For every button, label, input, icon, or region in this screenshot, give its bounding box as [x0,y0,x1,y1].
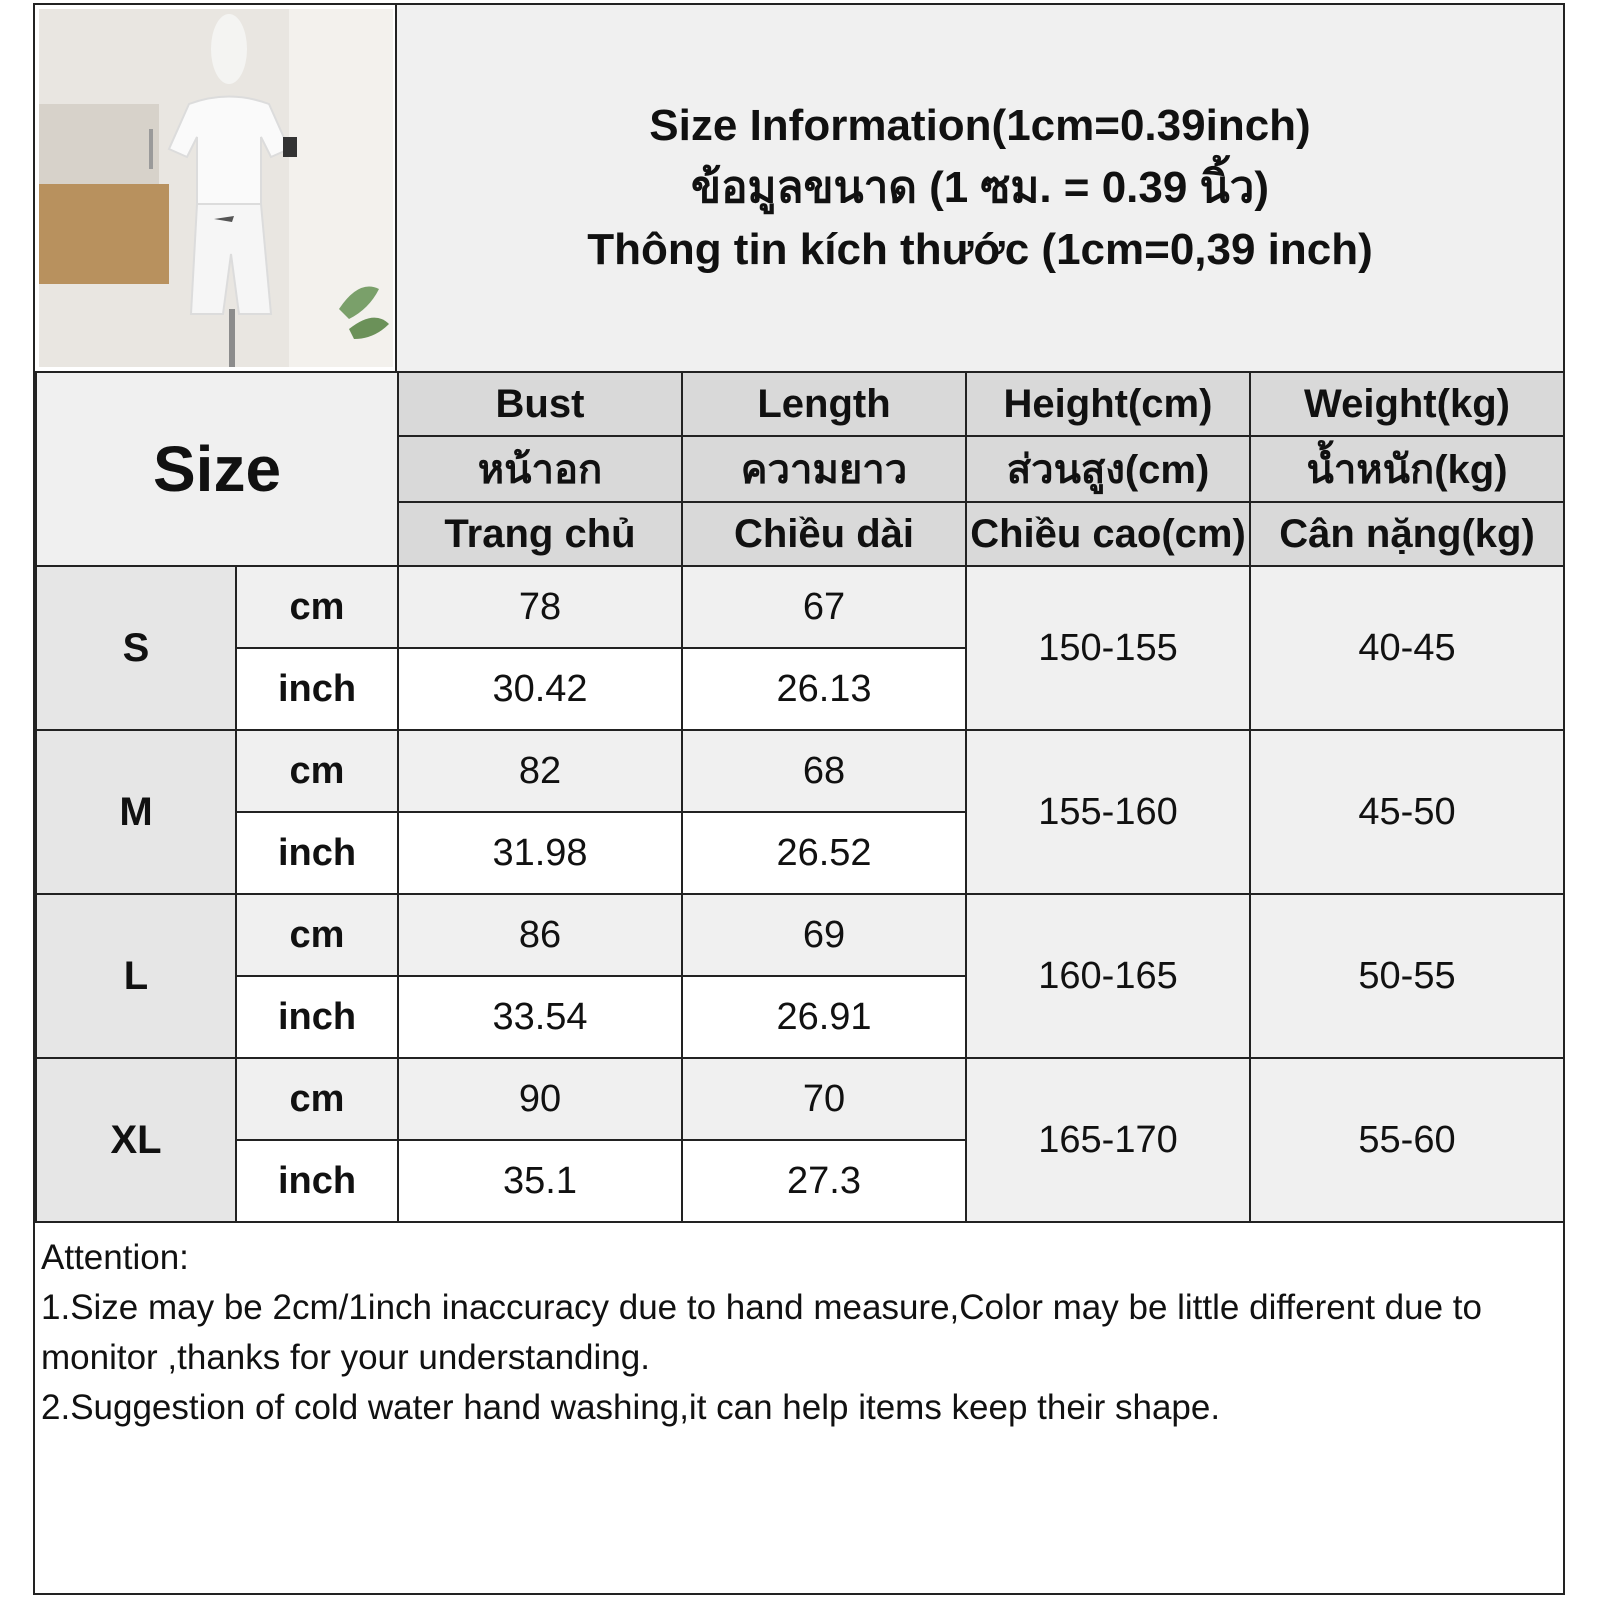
product-photo [35,5,397,371]
col-length-th: ความยาว [682,436,966,502]
mannequin-photo-image [39,9,393,367]
table-row [36,730,1564,812]
bust-cm-l: 86 [398,894,682,976]
length-cm-xl: 70 [682,1058,966,1140]
unit-inch: inch [236,976,398,1058]
length-inch-l: 26.91 [682,976,966,1058]
size-column-header: Size [36,372,398,566]
bust-cm-s: 78 [398,566,682,648]
weight-l: 50-55 [1250,894,1564,1058]
col-height-en: Height(cm) [966,372,1250,436]
col-height-vi: Chiều cao(cm) [966,502,1250,566]
attention-note-2: 2.Suggestion of cold water hand washing,it can help items keep their shape. [41,1388,1221,1427]
size-label-m: M [36,730,236,894]
col-weight-en: Weight(kg) [1250,372,1564,436]
col-bust-en: Bust [398,372,682,436]
unit-cm: cm [236,566,398,648]
size-info-title [397,5,1563,371]
col-bust-vi: Trang chủ [398,502,682,566]
bust-inch-s: 30.42 [398,648,682,730]
size-table [35,371,1565,1223]
col-height-th: ส่วนสูง(cm) [966,436,1250,502]
table-row [36,566,1564,648]
title-thai: ข้อมูลขนาด (1 ซม. = 0.39 นิ้ว) [690,163,1269,212]
table-row [36,1058,1564,1140]
col-length-en: Length [682,372,966,436]
bust-inch-m: 31.98 [398,812,682,894]
length-inch-m: 26.52 [682,812,966,894]
unit-inch: inch [236,648,398,730]
height-m: 155-160 [966,730,1250,894]
size-label-s: S [36,566,236,730]
height-xl: 165-170 [966,1058,1250,1222]
attention-notes [41,1233,1557,1433]
size-label-xl: XL [36,1058,236,1222]
size-label-l: L [36,894,236,1058]
size-chart [33,3,1565,1595]
table-row [36,894,1564,976]
attention-heading: Attention: [41,1238,189,1277]
length-cm-s: 67 [682,566,966,648]
length-inch-s: 26.13 [682,648,966,730]
unit-cm: cm [236,730,398,812]
col-weight-vi: Cân nặng(kg) [1250,502,1564,566]
col-bust-th: หน้าอก [398,436,682,502]
length-cm-m: 68 [682,730,966,812]
col-weight-th: น้ำหนัก(kg) [1250,436,1564,502]
col-length-vi: Chiều dài [682,502,966,566]
bust-inch-xl: 35.1 [398,1140,682,1222]
attention-note-1: 1.Size may be 2cm/1inch inaccuracy due to hand measure,Color may be little different due to monitor ,thanks for your understanding. [41,1288,1482,1377]
title-english: Size Information(1cm=0.39inch) [649,101,1311,150]
length-cm-l: 69 [682,894,966,976]
title-vietnamese: Thông tin kích thước (1cm=0,39 inch) [587,225,1373,274]
weight-s: 40-45 [1250,566,1564,730]
unit-cm: cm [236,894,398,976]
bust-inch-l: 33.54 [398,976,682,1058]
height-l: 160-165 [966,894,1250,1058]
bust-cm-xl: 90 [398,1058,682,1140]
unit-inch: inch [236,1140,398,1222]
height-s: 150-155 [966,566,1250,730]
unit-cm: cm [236,1058,398,1140]
bust-cm-m: 82 [398,730,682,812]
unit-inch: inch [236,812,398,894]
weight-xl: 55-60 [1250,1058,1564,1222]
length-inch-xl: 27.3 [682,1140,966,1222]
weight-m: 45-50 [1250,730,1564,894]
